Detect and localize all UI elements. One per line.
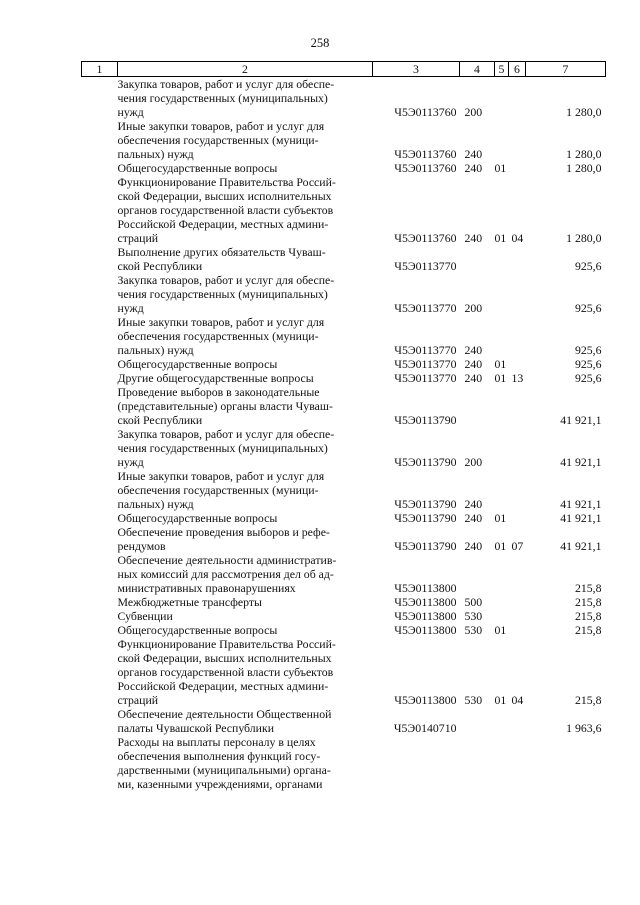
col-1-cell xyxy=(82,735,118,791)
subsection-code xyxy=(509,161,526,175)
amount: 925,6 xyxy=(574,259,602,273)
budget-table xyxy=(81,61,606,791)
amount: 215,8 xyxy=(574,609,602,623)
item-name: Обеспечение деятельности административ- ных комиссий для рассмотрения дел об ад- министративных правонарушениях xyxy=(117,553,337,595)
amount: 41 921,1 xyxy=(560,539,602,553)
page-number: 258 xyxy=(310,36,330,50)
subsection-code xyxy=(509,77,526,120)
expense-type-code xyxy=(460,385,495,427)
col-1-cell xyxy=(82,525,118,553)
section-code xyxy=(495,385,509,427)
col-1-cell xyxy=(82,371,118,385)
expense-type-code xyxy=(460,707,495,735)
col-1-cell xyxy=(82,245,118,273)
item-name: Общегосударственные вопросы xyxy=(117,161,278,175)
amount: 215,8 xyxy=(574,623,602,637)
amount: 1 280,0 xyxy=(566,161,602,175)
expense-type-code: 240 xyxy=(464,231,483,245)
amount: 1 280,0 xyxy=(566,105,602,119)
column-header: 4 xyxy=(460,62,495,77)
subsection-code xyxy=(509,119,526,161)
target-code: Ч5Э0113760 xyxy=(394,105,457,119)
subsection-code: 13 xyxy=(511,371,524,385)
table-row xyxy=(82,511,606,525)
subsection-code: 04 xyxy=(511,693,524,707)
table-row xyxy=(82,77,606,120)
column-header: 7 xyxy=(526,62,606,77)
table-row xyxy=(82,273,606,315)
table-row xyxy=(82,735,606,791)
target-code: Ч5Э0113790 xyxy=(394,455,457,469)
amount: 215,8 xyxy=(574,693,602,707)
expense-type-code: 240 xyxy=(464,511,483,525)
section-code xyxy=(495,427,509,469)
amount: 925,6 xyxy=(574,343,602,357)
item-name: Проведение выборов в законодательные (представительные) органы власти Чуваш- ской Республики xyxy=(117,385,333,427)
table-body xyxy=(82,77,606,792)
subsection-code xyxy=(509,511,526,525)
target-code: Ч5Э0113790 xyxy=(394,511,457,525)
table-row xyxy=(82,371,606,385)
section-code: 01 xyxy=(494,161,507,175)
section-code xyxy=(495,595,509,609)
col-1-cell xyxy=(82,119,118,161)
col-1-cell xyxy=(82,427,118,469)
target-code: Ч5Э0113800 xyxy=(394,693,457,707)
col-1-cell xyxy=(82,273,118,315)
target-code: Ч5Э0113800 xyxy=(394,623,457,637)
item-name: Иные закупки товаров, работ и услуг для обеспечения государственных (муници- пальных) нужд xyxy=(117,315,325,357)
target-code: Ч5Э0113790 xyxy=(394,497,457,511)
expense-type-code: 530 xyxy=(464,609,483,623)
item-name: Общегосударственные вопросы xyxy=(117,511,278,525)
target-code: Ч5Э0113770 xyxy=(394,343,457,357)
section-code: 01 xyxy=(494,357,507,371)
col-1-cell xyxy=(82,623,118,637)
section-code: 01 xyxy=(494,693,507,707)
subsection-code xyxy=(509,385,526,427)
target-code: Ч5Э0113790 xyxy=(394,539,457,553)
expense-type-code: 240 xyxy=(464,357,483,371)
amount: 925,6 xyxy=(574,357,602,371)
subsection-code xyxy=(509,273,526,315)
column-number-header xyxy=(82,62,606,77)
item-name: Обеспечение проведения выборов и рефе- рендумов xyxy=(117,525,330,553)
item-name: Субвенции xyxy=(117,609,173,623)
target-code: Ч5Э0113800 xyxy=(394,609,457,623)
col-1-cell xyxy=(82,637,118,707)
table-row xyxy=(82,623,606,637)
subsection-code xyxy=(509,707,526,735)
table-row xyxy=(82,469,606,511)
item-name: Функционирование Правительства Россий- ской Федерации, высших исполнительных органов государственной власти субъектов Российской Федерации, местных админи- страций xyxy=(117,175,336,245)
item-name: Другие общегосударственные вопросы xyxy=(117,371,314,385)
subsection-code xyxy=(509,469,526,511)
section-code xyxy=(495,469,509,511)
target-code: Ч5Э0113770 xyxy=(394,301,457,315)
target-code: Ч5Э0113770 xyxy=(394,371,457,385)
expense-type-code: 200 xyxy=(464,105,483,119)
expense-type-code: 530 xyxy=(464,693,483,707)
target-code: Ч5Э0113790 xyxy=(394,413,457,427)
section-code: 01 xyxy=(494,371,507,385)
subsection-code: 04 xyxy=(511,231,524,245)
subsection-code xyxy=(509,735,526,791)
target-code: Ч5Э0113800 xyxy=(394,595,457,609)
amount: 41 921,1 xyxy=(560,497,602,511)
item-name: Функционирование Правительства Россий- ской Федерации, высших исполнительных органов государственной власти субъектов Российской Федерации, местных админи- страций xyxy=(117,637,336,707)
section-code: 01 xyxy=(494,623,507,637)
amount: 215,8 xyxy=(574,581,602,595)
item-name: Закупка товаров, работ и услуг для обеспе- чения государственных (муниципальных) нужд xyxy=(117,273,335,315)
section-code xyxy=(495,735,509,791)
subsection-code xyxy=(509,595,526,609)
amount: 215,8 xyxy=(574,595,602,609)
col-1-cell xyxy=(82,77,118,120)
expense-type-code: 240 xyxy=(464,539,483,553)
amount: 1 963,6 xyxy=(566,721,602,735)
expense-type-code: 530 xyxy=(464,623,483,637)
section-code: 01 xyxy=(494,511,507,525)
expense-type-code: 240 xyxy=(464,147,483,161)
expense-type-code xyxy=(460,735,495,791)
subsection-code xyxy=(509,553,526,595)
expense-type-code: 200 xyxy=(464,301,483,315)
expense-type-code xyxy=(460,553,495,595)
table-row xyxy=(82,357,606,371)
item-name: Общегосударственные вопросы xyxy=(117,623,278,637)
section-code xyxy=(495,245,509,273)
section-code xyxy=(495,77,509,120)
col-1-cell xyxy=(82,595,118,609)
section-code xyxy=(495,119,509,161)
subsection-code xyxy=(509,245,526,273)
table-row xyxy=(82,427,606,469)
target-code: Ч5Э0140710 xyxy=(393,721,457,735)
table-row xyxy=(82,245,606,273)
column-header: 2 xyxy=(118,62,373,77)
section-code xyxy=(495,315,509,357)
col-1-cell xyxy=(82,161,118,175)
amount xyxy=(526,735,606,791)
table-row xyxy=(82,553,606,595)
item-name: Межбюджетные трансферты xyxy=(117,595,262,609)
table-row xyxy=(82,707,606,735)
subsection-code xyxy=(509,609,526,623)
table-row xyxy=(82,161,606,175)
amount: 925,6 xyxy=(574,371,602,385)
target-code: Ч5Э0113760 xyxy=(394,231,457,245)
table-row xyxy=(82,175,606,245)
subsection-code xyxy=(509,357,526,371)
amount: 925,6 xyxy=(574,301,602,315)
section-code: 01 xyxy=(494,231,507,245)
item-name: Выполнение других обязательств Чуваш- ской Республики xyxy=(117,245,326,273)
expense-type-code: 240 xyxy=(464,343,483,357)
target-code: Ч5Э0113760 xyxy=(394,147,457,161)
amount: 1 280,0 xyxy=(566,231,602,245)
table-row xyxy=(82,525,606,553)
col-1-cell xyxy=(82,315,118,357)
column-header: 5 xyxy=(495,62,509,77)
section-code xyxy=(495,553,509,595)
col-1-cell xyxy=(82,553,118,595)
target-code: Ч5Э0113800 xyxy=(394,581,457,595)
target-code: Ч5Э0113770 xyxy=(394,259,457,273)
expense-type-code: 240 xyxy=(464,161,483,175)
table-row xyxy=(82,119,606,161)
subsection-code xyxy=(509,623,526,637)
subsection-code xyxy=(509,427,526,469)
amount: 1 280,0 xyxy=(566,147,602,161)
target-code: Ч5Э0113770 xyxy=(394,357,457,371)
subsection-code xyxy=(509,315,526,357)
item-name: Иные закупки товаров, работ и услуг для обеспечения государственных (муници- пальных) нужд xyxy=(117,119,325,161)
table-row xyxy=(82,595,606,609)
section-code xyxy=(495,609,509,623)
col-1-cell xyxy=(82,385,118,427)
target-code: Ч5Э0113760 xyxy=(394,161,457,175)
amount: 41 921,1 xyxy=(560,413,602,427)
col-1-cell xyxy=(82,707,118,735)
table-row xyxy=(82,637,606,707)
section-code: 01 xyxy=(494,539,507,553)
expense-type-code xyxy=(460,245,495,273)
expense-type-code: 240 xyxy=(464,497,483,511)
item-name: Закупка товаров, работ и услуг для обеспе- чения государственных (муниципальных) нужд xyxy=(117,77,335,119)
col-1-cell xyxy=(82,609,118,623)
col-1-cell xyxy=(82,469,118,511)
amount: 41 921,1 xyxy=(560,455,602,469)
col-1-cell xyxy=(82,511,118,525)
col-1-cell xyxy=(82,357,118,371)
item-name: Общегосударственные вопросы xyxy=(117,357,278,371)
col-1-cell xyxy=(82,175,118,245)
column-header: 6 xyxy=(509,62,526,77)
expense-type-code: 200 xyxy=(464,455,483,469)
subsection-code: 07 xyxy=(511,539,524,553)
table-row xyxy=(82,315,606,357)
item-name: Расходы на выплаты персоналу в целях обеспечения выполнения функций госу- дарственными (муниципальными) органа- ми, казенными учреждениями, органами xyxy=(117,735,331,791)
item-name: Иные закупки товаров, работ и услуг для обеспечения государственных (муници- пальных) нужд xyxy=(117,469,325,511)
table-row xyxy=(82,385,606,427)
expense-type-code: 500 xyxy=(464,595,483,609)
item-name: Закупка товаров, работ и услуг для обеспе- чения государственных (муниципальных) нужд xyxy=(117,427,335,469)
table-row xyxy=(82,609,606,623)
expense-type-code: 240 xyxy=(464,371,483,385)
item-name: Обеспечение деятельности Общественной палаты Чувашской Республики xyxy=(117,707,332,735)
column-header: 3 xyxy=(373,62,460,77)
amount: 41 921,1 xyxy=(560,511,602,525)
section-code xyxy=(495,707,509,735)
target-code xyxy=(373,735,460,791)
column-header: 1 xyxy=(82,62,118,77)
section-code xyxy=(495,273,509,315)
